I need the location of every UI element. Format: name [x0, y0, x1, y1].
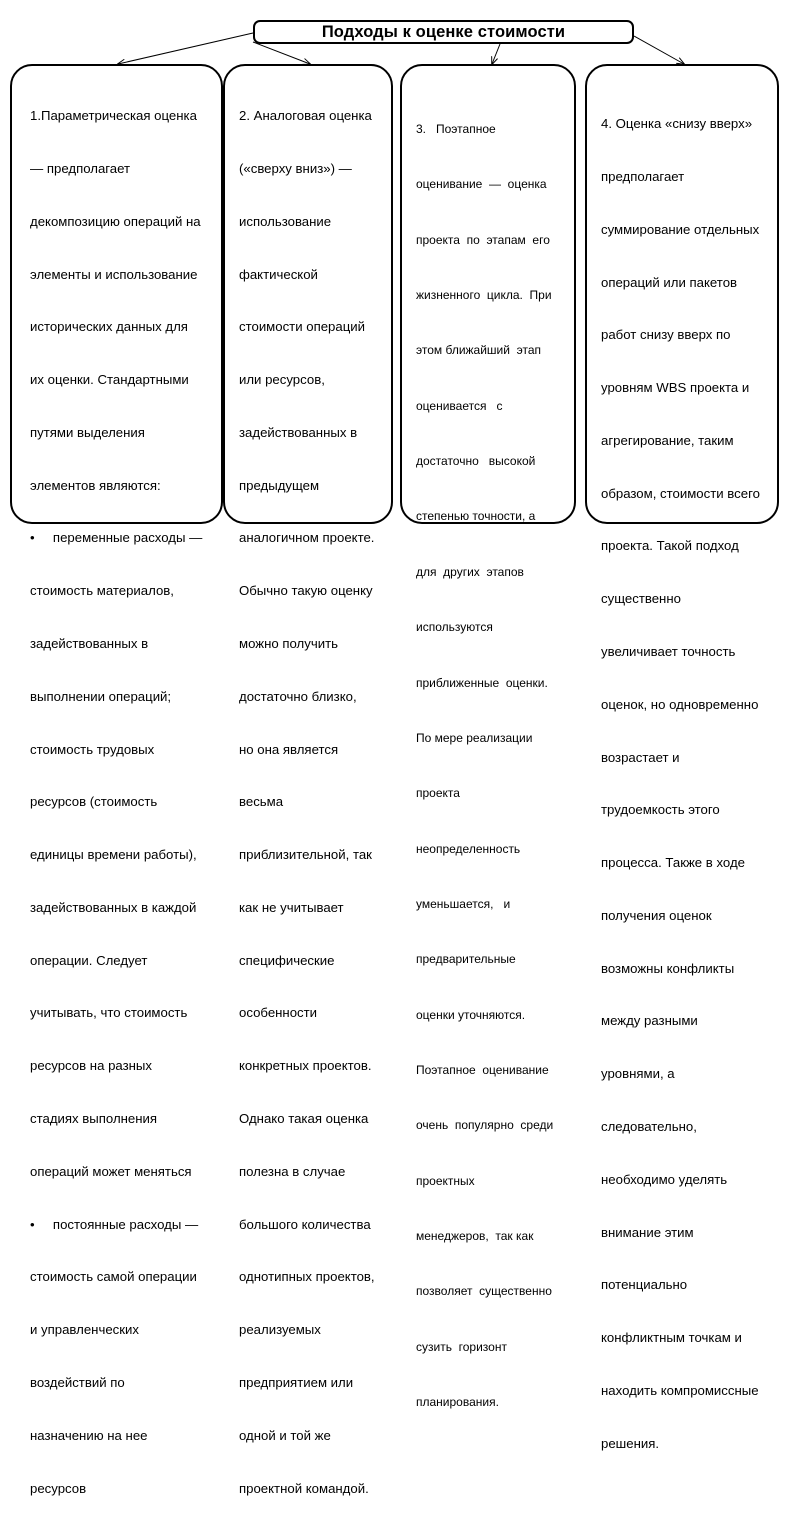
text-line: планирования.	[416, 1395, 499, 1410]
text-line: особенности	[239, 1005, 318, 1021]
text-line: фактической	[239, 266, 318, 282]
text-line: стоимость самой операции	[30, 1269, 197, 1285]
text-line: элементы и использование	[30, 266, 198, 282]
text-line: декомпозицию операций на	[30, 213, 201, 229]
text-line: суммирование отдельных	[601, 221, 760, 237]
text-line: можно получить	[239, 636, 338, 651]
text-line: проекта	[416, 786, 460, 801]
text-line: неопределенность	[416, 841, 521, 856]
text-line: для других этапов	[416, 564, 524, 579]
text-line: очень популярно среди	[416, 1118, 554, 1133]
text-line: достаточно близко,	[239, 688, 357, 704]
text-line: получения оценок	[601, 907, 712, 923]
text-line: 1.Параметрическая оценка	[30, 108, 197, 124]
text-line: • переменные расходы —	[30, 530, 203, 546]
card-text	[416, 83, 553, 1449]
text-line: • постоянные расходы —	[30, 1216, 199, 1232]
text-line: стоимость трудовых	[30, 741, 155, 757]
card-phased-estimate	[400, 64, 576, 1410]
arrow-to-card-2	[253, 42, 310, 64]
text-line: достаточно высокой	[416, 454, 536, 469]
text-line: ресурсов	[30, 1480, 87, 1496]
text-line: уровнями, а	[601, 1066, 675, 1082]
text-line: операций может меняться	[30, 1163, 192, 1179]
text-line: стоимость материалов,	[30, 583, 174, 599]
text-line: внимание этим	[601, 1224, 694, 1240]
text-line: увеличивает точность	[601, 644, 736, 659]
text-line: работ снизу вверх по	[601, 327, 731, 343]
text-line: использование	[239, 213, 332, 229]
text-line: предварительные	[416, 952, 516, 967]
card-parametric-estimate	[10, 64, 223, 1496]
text-line: жизненного цикла. При	[416, 287, 552, 302]
text-line: учитывать, что стоимость	[30, 1005, 188, 1021]
text-line: потенциально	[601, 1277, 688, 1293]
text-line: и управленческих	[30, 1322, 139, 1338]
text-line: единицы времени работы),	[30, 847, 197, 863]
text-line: задействованных в каждой	[30, 899, 197, 915]
text-line: выполнении операций;	[30, 688, 172, 704]
diagram-title	[253, 20, 634, 44]
text-line: весьма	[239, 794, 284, 810]
text-line: или ресурсов,	[239, 372, 325, 388]
text-line: процесса. Также в ходе	[601, 855, 745, 871]
text-line: возможны конфликты	[601, 960, 735, 976]
text-line: конфликтным точкам и	[601, 1330, 742, 1346]
diagram-title-text: Подходы к оценке стоимости	[321, 22, 566, 41]
text-line: Обычно такую оценку	[239, 583, 373, 599]
text-line: проектных	[416, 1173, 475, 1188]
text-line: используются	[416, 620, 493, 635]
text-line: ресурсов (стоимость	[30, 794, 158, 810]
text-line: назначению на нее	[30, 1427, 148, 1443]
text-line: однотипных проектов,	[239, 1269, 375, 1285]
text-line: Поэтапное оценивание	[416, 1063, 549, 1078]
text-line: следовательно,	[601, 1119, 697, 1135]
text-line: существенно	[601, 591, 681, 607]
text-line: путями выделения	[30, 424, 145, 440]
text-line: но она является	[239, 741, 339, 757]
text-line: между разными	[601, 1013, 698, 1029]
card-bottom-up-estimate	[585, 64, 779, 1451]
text-line: конкретных проектов.	[239, 1058, 372, 1074]
text-line: трудоемкость этого	[601, 802, 720, 818]
text-line: большого количества	[239, 1216, 371, 1232]
text-line: решения.	[601, 1435, 660, 1451]
text-line: предполагает	[601, 168, 685, 184]
text-line: уровням WBS проекта и	[601, 380, 750, 396]
text-line: как не учитывает	[239, 899, 344, 915]
text-line: («сверху вниз») —	[239, 160, 352, 176]
text-line: приближенные оценки.	[416, 675, 548, 690]
text-line: стадиях выполнения	[30, 1111, 158, 1127]
text-line: предыдущем	[239, 477, 320, 493]
text-line: сузить горизонт	[416, 1339, 507, 1354]
text-line: оценок, но одновременно	[601, 696, 759, 712]
card-text	[601, 80, 760, 1488]
text-line: операций или пакетов	[601, 274, 738, 290]
arrow-to-card-4	[634, 36, 684, 64]
text-line: уменьшается, и	[416, 896, 511, 911]
text-line: оценивание — оценка	[416, 177, 547, 192]
text-line: проекта. Такой подход	[601, 538, 739, 554]
text-line: проектной командой.	[239, 1480, 369, 1496]
text-line: стоимости операций	[239, 319, 366, 335]
arrow-to-card-1	[118, 33, 253, 64]
card-text	[30, 72, 202, 1532]
text-line: степенью точности, а	[416, 509, 536, 524]
text-line: возрастает и	[601, 749, 680, 765]
text-line: реализуемых	[239, 1322, 321, 1338]
text-line: агрегирование, таким	[601, 432, 734, 448]
text-line: их оценки. Стандартными	[30, 372, 189, 388]
text-line: оценки уточняются.	[416, 1007, 526, 1022]
arrow-to-card-3	[492, 44, 500, 64]
text-line: одной и той же	[239, 1427, 331, 1443]
text-line: менеджеров, так как	[416, 1229, 534, 1244]
text-line: Однако такая оценка	[239, 1111, 369, 1127]
text-line: воздействий по	[30, 1374, 125, 1390]
text-line: находить компромиссные	[601, 1382, 759, 1398]
text-line: предприятием или	[239, 1374, 354, 1390]
text-line: задействованных в	[30, 636, 149, 651]
text-line: — предполагает	[30, 160, 131, 176]
text-line: 4. Оценка «снизу вверх»	[601, 116, 753, 132]
text-line: приблизительной, так	[239, 847, 372, 863]
text-line: элементов являются:	[30, 477, 161, 493]
text-line: исторических данных для	[30, 319, 188, 335]
text-line: 2. Аналоговая оценка	[239, 108, 372, 124]
text-line: оценивается с	[416, 398, 503, 413]
text-line: необходимо уделять	[601, 1171, 728, 1187]
text-line: специфические	[239, 952, 335, 968]
text-line: задействованных в	[239, 424, 358, 440]
text-line: образом, стоимости всего	[601, 485, 760, 501]
text-line: проекта по этапам его	[416, 232, 550, 247]
text-line: аналогичном проекте.	[239, 530, 375, 546]
text-line: ресурсов на разных	[30, 1058, 152, 1074]
text-line: операции. Следует	[30, 952, 148, 968]
text-line: По мере реализации	[416, 730, 533, 745]
card-text	[239, 72, 375, 1532]
text-line: 3. Поэтапное	[416, 121, 496, 136]
text-line: этом ближайший этап	[416, 343, 542, 358]
text-line: позволяет существенно	[416, 1284, 552, 1299]
card-analog-estimate	[223, 64, 393, 1496]
text-line: полезна в случае	[239, 1163, 346, 1179]
